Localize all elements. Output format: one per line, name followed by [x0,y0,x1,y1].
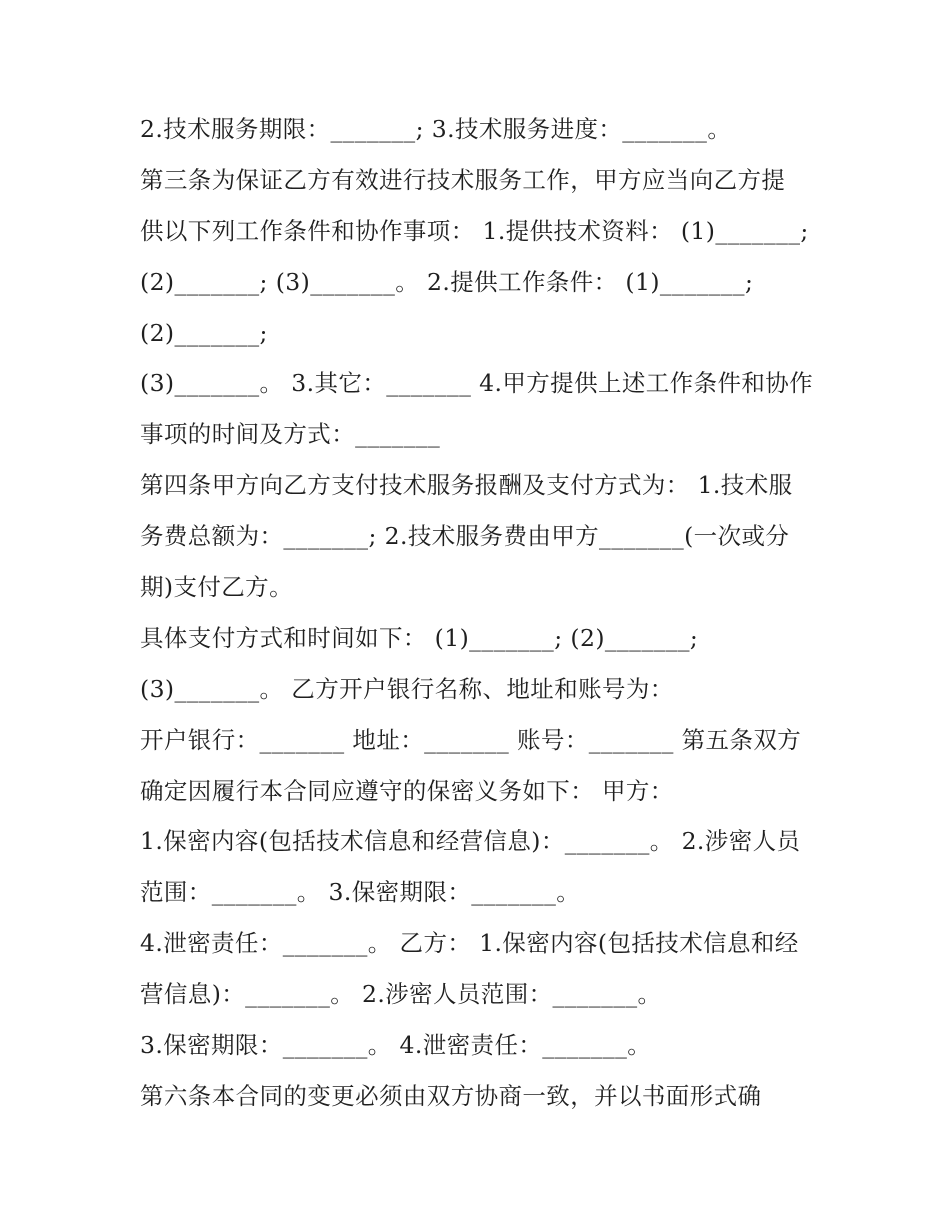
text-line: (3)_______。 乙方开户银行名称、地址和账号为： [140,674,674,703]
text-line: 开户银行：_______ 地址：_______ 账号：_______ 第五条双方 [140,725,802,754]
contract-text [140,104,830,1122]
text-line: 1.保密内容(包括技术信息和经营信息)：_______。 2.涉密人员 [140,827,801,856]
text-line: 第三条为保证乙方有效进行技术服务工作，甲方应当向乙方提 [140,165,786,194]
text-line: 3.保密期限：_______。 4.泄密责任：_______。 [140,1031,652,1060]
text-line: (2)_______; (3)_______。 2.提供工作条件： (1)_______; [140,267,754,296]
text-line: 第四条甲方向乙方支付技术服务报酬及支付方式为： 1.技术服 [140,471,793,500]
text-line: 范围：_______。 3.保密期限：_______。 [140,878,581,907]
text-line: 第六条本合同的变更必须由双方协商一致，并以书面形式确 [140,1081,762,1110]
text-line: 营信息)：_______。 2.涉密人员范围：_______。 [140,980,662,1009]
text-line: 4.泄密责任：_______。 乙方： 1.保密内容(包括技术信息和经 [140,929,799,958]
text-line: 供以下列工作条件和协作事项： 1.提供技术资料： (1)_______; [140,216,809,245]
text-line: (3)_______。 3.其它：_______ 4.甲方提供上述工作条件和协作 [140,369,814,398]
text-line: 务费总额为：_______; 2.技术服务费由甲方_______(一次或分 [140,522,790,551]
text-line: 事项的时间及方式：_______ [140,420,441,449]
text-line: 2.技术服务期限：_______; 3.技术服务进度：_______。 [140,115,732,143]
text-line: 具体支付方式和时间如下： (1)_______; (2)_______; [140,623,699,652]
text-line: 确定因履行本合同应遵守的保密义务如下： 甲方： [140,776,674,805]
text-line: (2)_______; [140,318,268,347]
text-line: 期)支付乙方。 [140,573,293,602]
